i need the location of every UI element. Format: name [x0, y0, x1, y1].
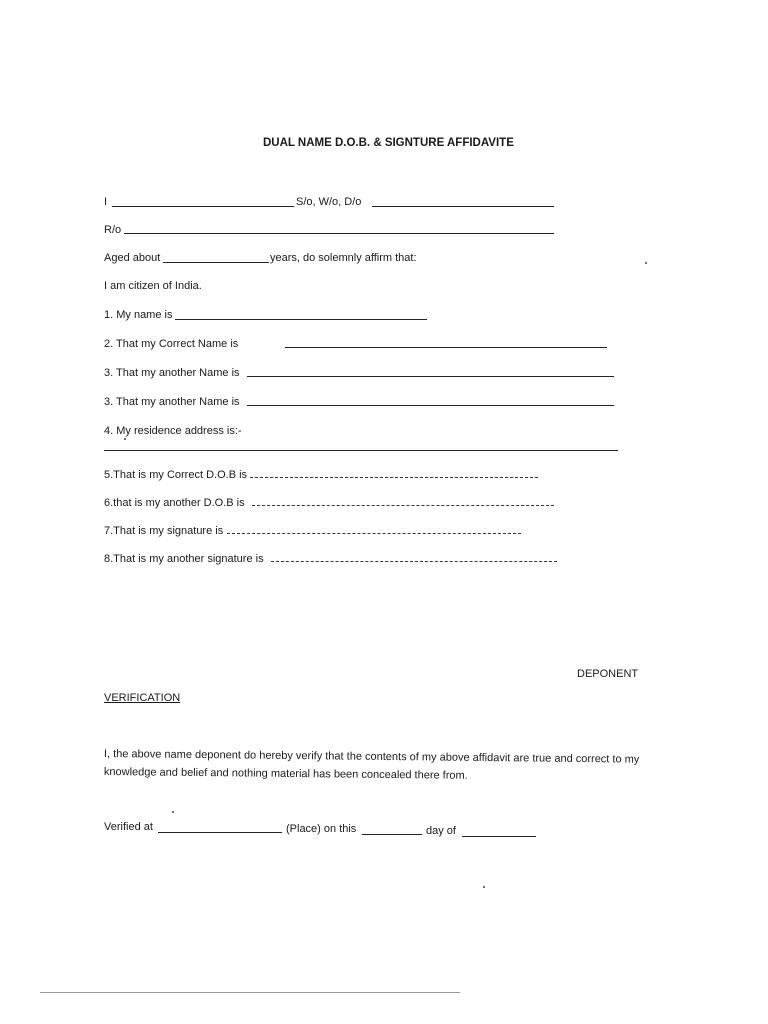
intro-i-label: I [104, 196, 108, 208]
place-on-this-label: (Place) on this [286, 823, 357, 835]
relation-name-blank [372, 206, 554, 207]
affirm-text: years, do solemnly affirm that: [270, 252, 417, 264]
verification-text-line-2: knowledge and belief and nothing material has been concealed there from. [103, 765, 468, 782]
citizen-statement: I am citizen of India. [104, 280, 202, 292]
statement-4-label: 4. My residence address is:- [104, 425, 242, 437]
statement-4-blank [104, 450, 618, 451]
statement-6-blank [252, 505, 554, 506]
statement-3a-label: 3. That my another Name is [104, 367, 240, 379]
statement-3a-blank [247, 376, 614, 377]
statement-3b-label: 3. That my another Name is [104, 396, 240, 408]
statement-5-label: 5.That is my Correct D.O.B is [104, 469, 248, 481]
statement-2-label: 2. That my Correct Name is [104, 338, 239, 350]
statement-1-label: 1. My name is [104, 309, 173, 321]
day-of-label: day of [426, 825, 456, 837]
scan-speck [124, 438, 126, 440]
verification-text-line-1: I, the above name deponent do hereby verify that the contents of my above affidavit are true and correct to my [103, 747, 640, 766]
statement-8-label: 8.That is my another signature is [104, 553, 264, 565]
statement-7-blank [227, 533, 521, 534]
statement-5-blank [250, 477, 538, 478]
statement-3b-blank [247, 405, 614, 406]
document-title: DUAL NAME D.O.B. & SIGNTURE AFFIDAVITE [263, 137, 514, 149]
verified-at-label: Verified at [104, 821, 153, 833]
statement-6-label: 6.that is my another D.O.B is [104, 497, 245, 509]
deponent-label: DEPONENT [577, 668, 639, 680]
verification-heading: VERIFICATION [104, 692, 181, 704]
scan-speck [483, 886, 485, 888]
resident-of-blank [124, 233, 554, 234]
place-blank [158, 832, 282, 833]
scan-edge-line [40, 992, 460, 993]
statement-2-blank [285, 347, 607, 348]
aged-about-label: Aged about [104, 252, 161, 264]
relation-label: S/o, W/o, D/o [296, 196, 362, 208]
statement-7-label: 7.That is my signature is [104, 525, 224, 537]
age-blank [163, 262, 269, 263]
statement-1-blank [175, 319, 427, 320]
day-blank [362, 834, 422, 835]
resident-of-label: R/o [104, 224, 122, 236]
statement-8-blank [271, 561, 557, 562]
month-blank [462, 836, 536, 837]
name-blank [112, 206, 294, 207]
scan-speck [172, 811, 174, 813]
scan-speck [645, 262, 647, 264]
